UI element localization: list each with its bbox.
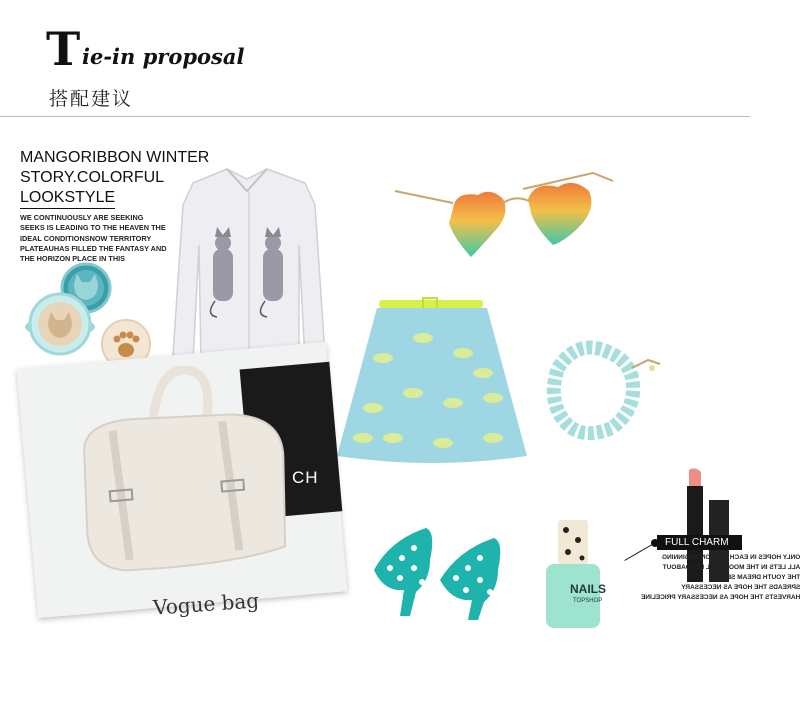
story-body bbox=[20, 213, 166, 264]
full-charm-text bbox=[641, 553, 800, 603]
ruffle-bracelet bbox=[548, 338, 678, 448]
polish-brand: NAILS bbox=[570, 582, 606, 596]
headline-line-2: STORY.COLORFUL bbox=[20, 169, 165, 186]
full-charm-label: FULL CHARM bbox=[657, 535, 742, 550]
body-line-3: IDEAL CONDITIONSNOW TERRITORY bbox=[20, 233, 152, 243]
title-initial: T bbox=[46, 22, 81, 76]
headline-line-3: LOOKSTYLE bbox=[20, 188, 115, 209]
fc-line-1: ONLY HOPES IN EACH SEASON BEGINNING bbox=[661, 554, 800, 561]
fc-line-3: THE YOUTH DREAM SEED bbox=[717, 574, 800, 581]
subtitle-cn: 搭配建议 bbox=[49, 88, 134, 110]
body-line-2: SEEKS IS LEADING TO THE HEAVEN THE bbox=[20, 223, 166, 233]
polka-dot-heels bbox=[370, 520, 510, 620]
heart-sunglasses bbox=[393, 163, 623, 273]
page-header bbox=[0, 0, 750, 120]
headline-line-1: MANGORIBBON WINTER bbox=[20, 149, 210, 166]
body-line-5: THE HORIZON PLACE IN THIS bbox=[20, 254, 125, 264]
box-text: CH bbox=[292, 468, 319, 487]
fc-line-4: SPREADS THE HOPE AS NECESSARY bbox=[681, 584, 800, 591]
nail-polish bbox=[540, 518, 610, 633]
fc-line-2: ALL LETS IN THE MOOD FULL LOADABOUT bbox=[662, 564, 800, 571]
fc-line-5: HARVESTS THE HOPE AS NECESSARY PRICELINE bbox=[641, 594, 800, 601]
floral-skirt bbox=[333, 298, 533, 468]
polish-sub: TOPSHOP bbox=[573, 598, 603, 604]
bag-print-text: Vogue bag bbox=[152, 588, 260, 620]
body-line-1: WE CONTINUOUSLY ARE SEEKING bbox=[20, 213, 144, 222]
title-rest: ie-in proposal bbox=[82, 44, 245, 69]
body-line-4: PLATEAUHAS FILLED THE FANTASY AND bbox=[20, 243, 167, 253]
